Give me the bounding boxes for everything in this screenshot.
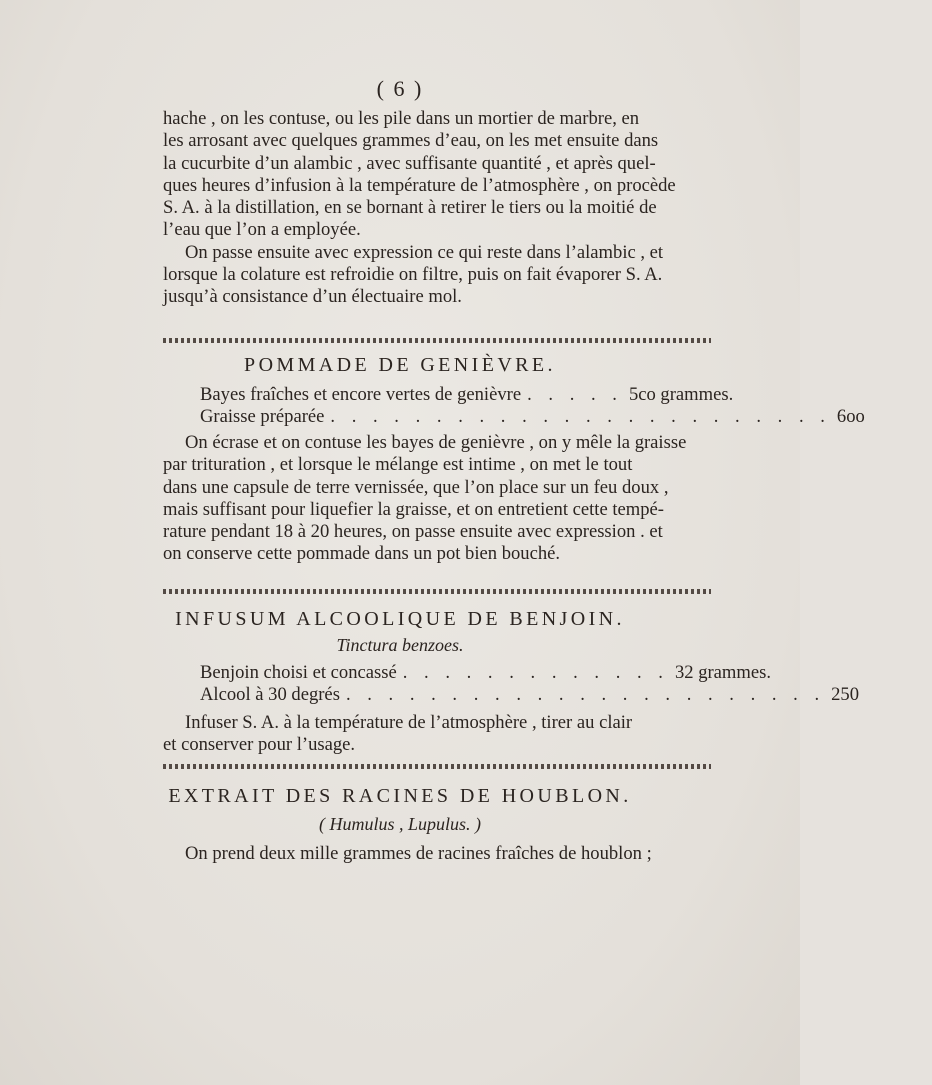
section-subtitle-benjoin: Tinctura benzoes. bbox=[336, 635, 464, 655]
ingredient-row bbox=[200, 406, 865, 428]
section-subtitle-houblon: ( Humulus , Lupulus. ) bbox=[318, 814, 481, 834]
ingredient-qty: 6oo bbox=[836, 406, 865, 427]
ingredient-row bbox=[200, 684, 860, 706]
ingredient-name: Graisse préparée bbox=[200, 406, 325, 427]
ingredient-row bbox=[200, 662, 771, 684]
leader-dots: . . . . . . . . . . . . . bbox=[402, 662, 669, 683]
text-line: on conserve cette pommade dans un pot bien bouché. bbox=[163, 543, 561, 565]
ingredient-qty: 32 grammes. bbox=[674, 662, 771, 683]
text-line: On prend deux mille grammes de racines fraîches de houblon ; bbox=[185, 843, 652, 864]
leader-dots: . . . . . . . . . . . . . . . . . . . . . . . . bbox=[330, 406, 831, 427]
text-line: hache , on les contuse, ou les pile dans un mortier de marbre, en bbox=[163, 108, 640, 129]
method-paragraph-pommade bbox=[163, 432, 711, 566]
method-paragraph-houblon bbox=[163, 843, 711, 865]
ingredient-name: Bayes fraîches et encore vertes de genièvre bbox=[200, 384, 522, 405]
ornamental-divider bbox=[163, 589, 711, 594]
ingredient-qty: 250 bbox=[831, 684, 860, 705]
ornamental-divider bbox=[163, 764, 711, 769]
text-line: jusqu’à consistance d’un électuaire mol. bbox=[163, 286, 462, 308]
text-line: les arrosant avec quelques grammes d’eau, on les met ensuite dans bbox=[163, 130, 659, 152]
page-number: ( 6 ) bbox=[376, 76, 424, 101]
text-line: dans une capsule de terre vernissée, que l’on place sur un feu doux , bbox=[163, 476, 669, 498]
leader-dots: . . . . . bbox=[527, 384, 623, 405]
text-line: lorsque la colature est refroidie on filtre, puis on fait évaporer S. A. bbox=[163, 264, 663, 286]
ingredient-name: Alcool à 30 degrés bbox=[200, 684, 340, 705]
text-line: rature pendant 18 à 20 heures, on passe ensuite avec expression . et bbox=[163, 521, 663, 543]
ingredients-list-benjoin bbox=[200, 662, 860, 706]
section-title-benjoin: INFUSUM ALCOOLIQUE DE BENJOIN. bbox=[175, 608, 625, 630]
text-line: la cucurbite d’un alambic , avec suffisante quantité , et après quel- bbox=[163, 152, 656, 174]
intro-paragraph bbox=[163, 108, 711, 309]
text-line: Infuser S. A. à la température de l’atmosphère , tirer au clair bbox=[185, 712, 633, 733]
leader-dots: . . . . . . . . . . . . . . . . . . . . . . . bbox=[345, 684, 826, 705]
text-line: On écrase et on contuse les bayes de genièvre , on y mêle la graisse bbox=[185, 432, 687, 453]
text-line: mais suffisant pour liquefier la graisse, et on entretient cette tempé- bbox=[163, 498, 664, 520]
text-line: ques heures d’infusion à la température de l’atmosphère , on procède bbox=[163, 174, 676, 196]
ingredient-row bbox=[200, 384, 734, 406]
text-line: et conserver pour l’usage. bbox=[163, 734, 356, 756]
method-paragraph-benjoin bbox=[163, 712, 711, 757]
section-title-pommade: POMMADE DE GENIÈVRE. bbox=[244, 354, 556, 376]
text-line: On passe ensuite avec expression ce qui reste dans l’alambic , et bbox=[185, 241, 664, 263]
ingredients-list-pommade bbox=[200, 384, 865, 428]
ingredient-name: Benjoin choisi et concassé bbox=[200, 662, 397, 683]
ornamental-divider bbox=[163, 338, 711, 343]
text-line: par trituration , et lorsque le mélange est intime , on met le tout bbox=[163, 454, 633, 476]
text-line: S. A. à la distillation, en se bornant à retirer le tiers ou la moitié de bbox=[163, 197, 657, 219]
ingredient-qty: 5co grammes. bbox=[628, 384, 734, 405]
section-title-houblon: EXTRAIT DES RACINES DE HOUBLON. bbox=[168, 785, 632, 807]
text-line: l’eau que l’on a employée. bbox=[163, 219, 361, 241]
